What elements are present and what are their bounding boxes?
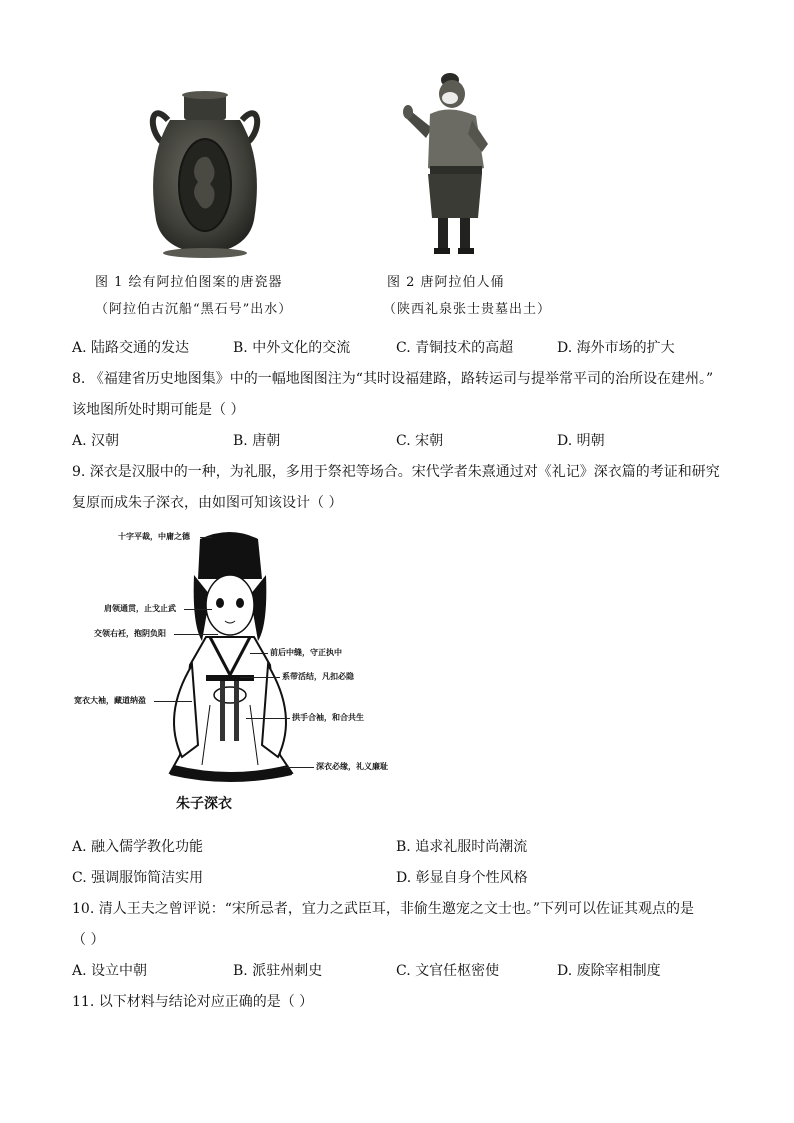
figure-2-figurine-image: [398, 68, 498, 258]
label-jiaoling-youren: 交领右衽，抱阴负阳: [94, 629, 166, 638]
q7-option-b[interactable]: B. 中外文化的交流: [233, 340, 351, 356]
figure-1-caption: 图 1 绘有阿拉伯图案的唐瓷器: [95, 275, 283, 290]
q9-option-b[interactable]: B. 追求礼服时尚潮流: [396, 839, 528, 855]
label-kuanyi-daxiu: 宽衣大袖，藏道纳盈: [74, 696, 146, 705]
q8-option-d[interactable]: D. 明朝: [557, 433, 605, 449]
label-shenyi-biyuan: 深衣必缘，礼义廉耻: [316, 762, 388, 771]
q9-stem-line1: 9. 深衣是汉服中的一种，为礼服，多用于祭祀等场合。宋代学者朱熹通过对《礼记》深衣篇的考证和研究: [72, 464, 720, 480]
q9-stem-line2: 复原而成朱子深衣，由如图可知该设计（ ）: [72, 495, 343, 511]
figure-1-subcaption: （阿拉伯古沉船“黑石号”出水）: [95, 302, 293, 317]
q10-option-b[interactable]: B. 派驻州刺史: [233, 963, 323, 979]
q8-stem-line1: 8. 《福建省历史地图集》中的一幅地图图注为“其时设福建路，路转运司与提举常平司的治所设在建州。”: [72, 371, 714, 387]
q7-option-a[interactable]: A. 陆路交通的发达: [72, 340, 190, 356]
q7-option-d[interactable]: D. 海外市场的扩大: [557, 340, 675, 356]
q9-option-d[interactable]: D. 彰显自身个性风格: [396, 870, 528, 886]
label-qianhou-zhongfeng: 前后中缝，守正执中: [270, 648, 342, 657]
q11-stem: 11. 以下材料与结论对应正确的是（ ）: [72, 994, 314, 1010]
q10-stem-line2: （ ）: [72, 932, 105, 948]
label-xidai-huojie: 系带活结，凡扣必隐: [282, 672, 354, 681]
q10-stem-line1: 10. 清人王夫之曾评说：“宋所忌者，宜力之武臣耳，非偷生邀宠之文士也。”下列可以佐证其观点的是: [72, 901, 695, 917]
q8-option-b[interactable]: B. 唐朝: [233, 433, 281, 449]
q8-option-c[interactable]: C. 宋朝: [396, 433, 444, 449]
figure-2-subcaption: （陕西礼泉张士贵墓出土）: [383, 302, 552, 317]
q9-option-a[interactable]: A. 融入儒学教化功能: [72, 839, 204, 855]
q10-option-a[interactable]: A. 设立中朝: [72, 963, 148, 979]
label-shizi-pingcai: 十字平裁，中庸之德: [118, 532, 190, 541]
q9-option-c[interactable]: C. 强调服饰简洁实用: [72, 870, 204, 886]
label-gongshou-hexiu: 拱手合袖，和合共生: [292, 713, 364, 722]
figure-1-jar-image: [140, 90, 270, 260]
figure-title: 朱子深衣: [176, 796, 232, 812]
q8-option-a[interactable]: A. 汉朝: [72, 433, 120, 449]
q10-option-d[interactable]: D. 废除宰相制度: [557, 963, 661, 979]
zhuzi-shenyi-figure: [70, 525, 400, 815]
q8-stem-line2: 该地图所处时期可能是（ ）: [72, 402, 245, 418]
figure-2-caption: 图 2 唐阿拉伯人俑: [387, 275, 505, 290]
q10-option-c[interactable]: C. 文官任枢密使: [396, 963, 500, 979]
label-jianling-tongguan: 肩领通贯，止戈止武: [104, 604, 176, 613]
q7-option-c[interactable]: C. 青铜技术的高超: [396, 340, 514, 356]
